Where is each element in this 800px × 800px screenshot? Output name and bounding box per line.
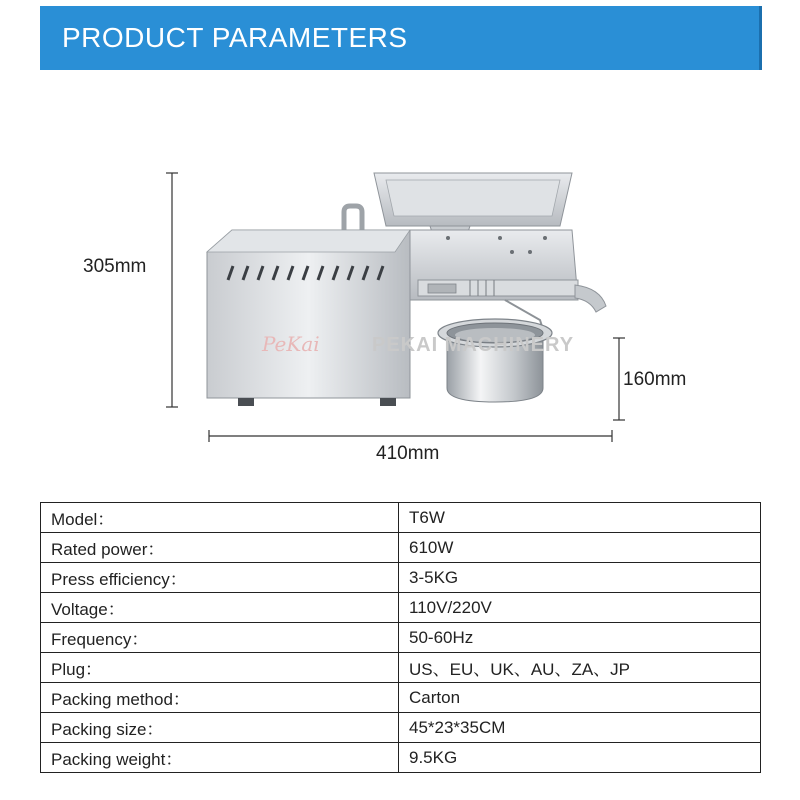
spec-value: 110V/220V [399, 593, 761, 623]
table-row [41, 653, 761, 683]
spec-value: 9.5KG [399, 743, 761, 773]
cup-dimension-label: 160mm [623, 369, 687, 390]
spec-label: Rated power： [41, 533, 399, 563]
spec-value: 610W [399, 533, 761, 563]
height-dimension-label: 305mm [83, 256, 147, 277]
table-row [41, 623, 761, 653]
table-row [41, 593, 761, 623]
spec-value: 45*23*35CM [399, 713, 761, 743]
width-dimension-label: 410mm [376, 443, 440, 464]
oil-press-illustration [0, 80, 800, 480]
spec-value: 50-60Hz [399, 623, 761, 653]
spec-label: Voltage： [41, 593, 399, 623]
machine-body [207, 173, 606, 406]
page-title: PRODUCT PARAMETERS [62, 22, 408, 53]
spec-label: Press efficiency： [41, 563, 399, 593]
width-dimension-line [209, 430, 612, 442]
text-watermark: PEKAI MACHINERY [372, 334, 575, 356]
brand-watermark: PeKai [262, 332, 320, 356]
spec-value: T6W [399, 503, 761, 533]
header-banner [40, 6, 762, 70]
table-row [41, 713, 761, 743]
spec-label: Packing method： [41, 683, 399, 713]
table-row [41, 563, 761, 593]
spec-label: Model： [41, 503, 399, 533]
table-row [41, 743, 761, 773]
spec-value: 3-5KG [399, 563, 761, 593]
table-row [41, 503, 761, 533]
table-row [41, 683, 761, 713]
table-row [41, 533, 761, 563]
height-dimension-line [166, 173, 178, 407]
spec-value: Carton [399, 683, 761, 713]
spec-label: Frequency： [41, 623, 399, 653]
product-figure [0, 80, 800, 480]
spec-label: Plug： [41, 653, 399, 683]
parameters-table [40, 502, 761, 773]
spec-value: US、EU、UK、AU、ZA、JP [399, 653, 761, 683]
spec-label: Packing size： [41, 713, 399, 743]
spec-label: Packing weight： [41, 743, 399, 773]
